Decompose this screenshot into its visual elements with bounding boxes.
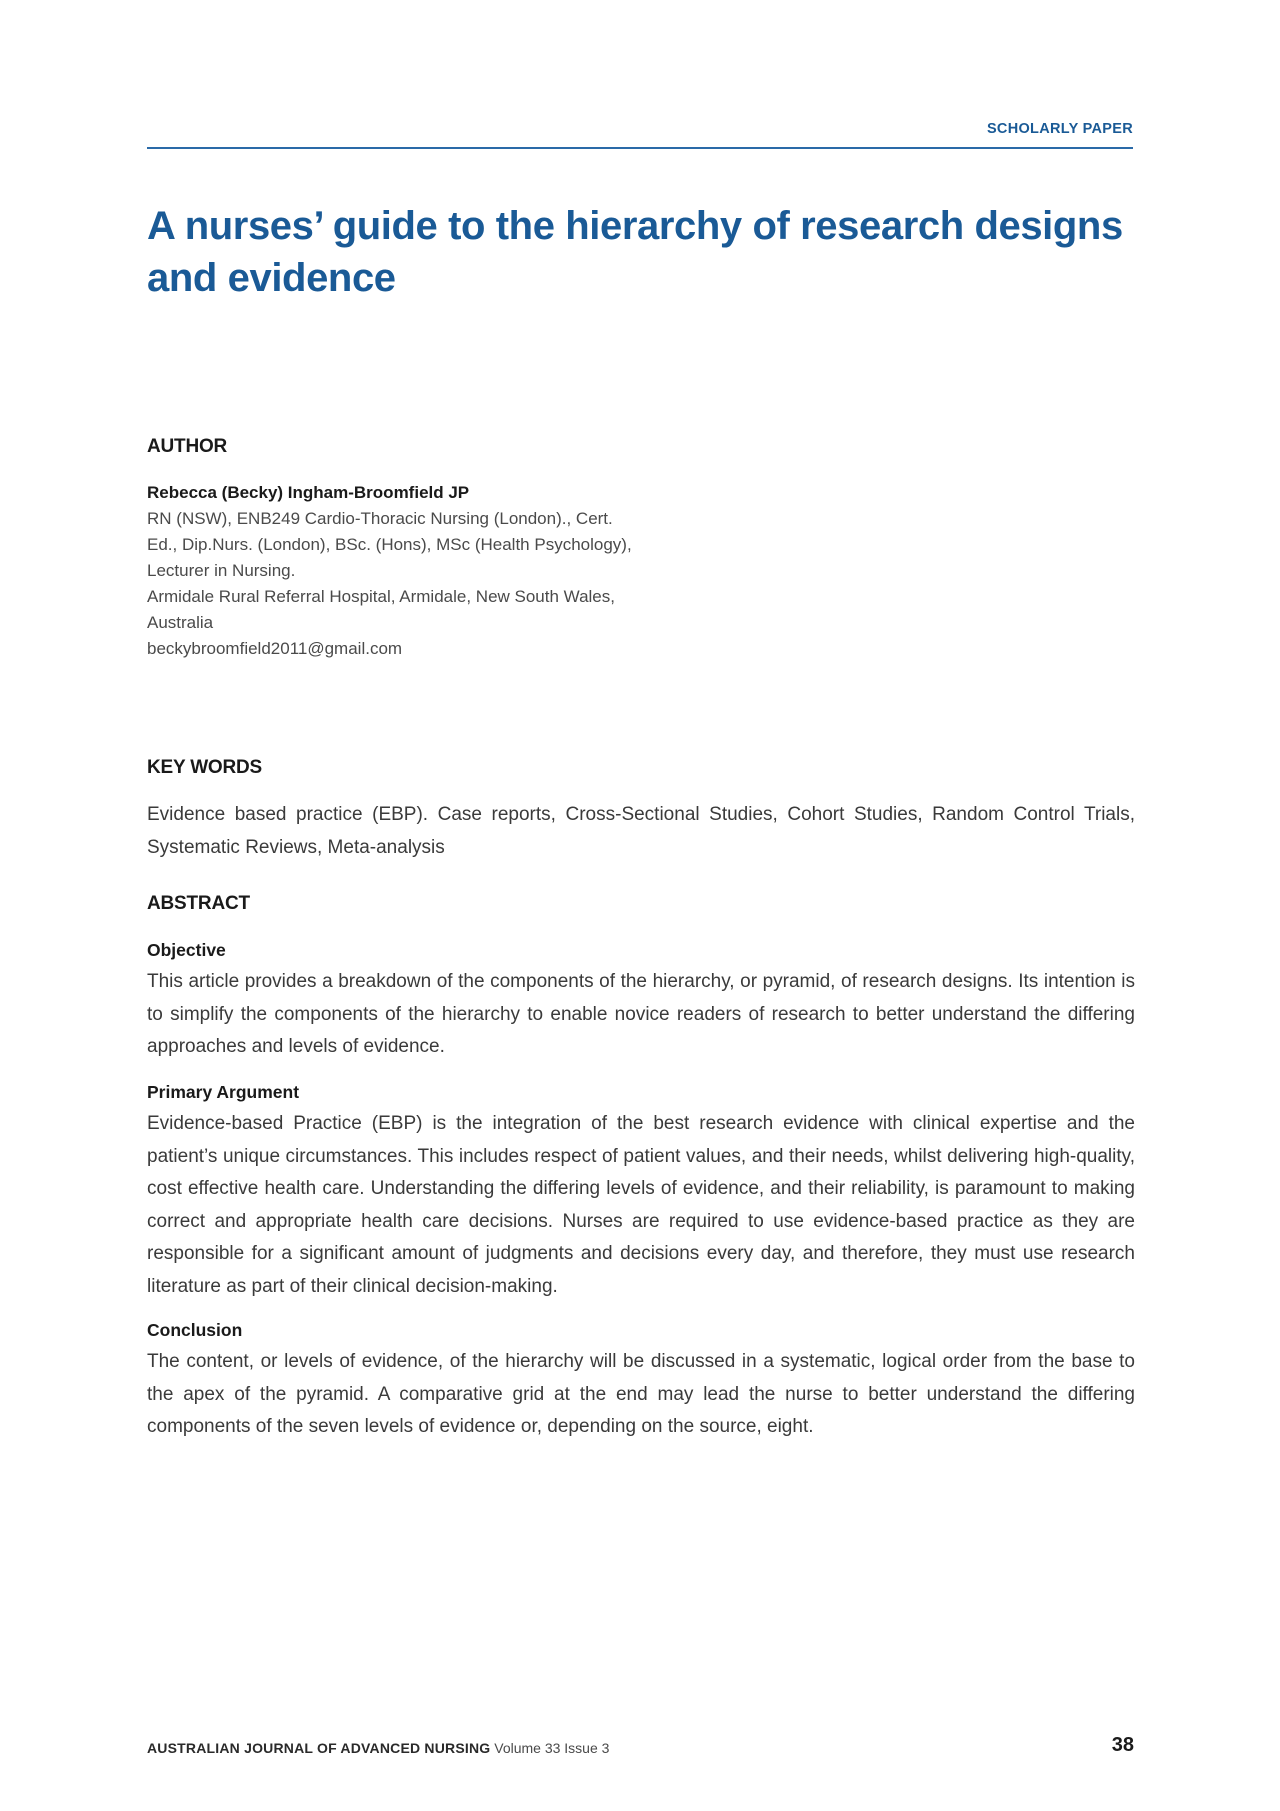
journal-issue: Volume 33 Issue 3 (490, 1740, 610, 1756)
author-country: Australia (147, 613, 214, 632)
footer-journal (147, 1740, 609, 1756)
keywords-text: Evidence based practice (EBP). Case reports, Cross-Sectional Studies, Cohort Studies, Random Control Trials, Systematic Reviews, Meta-analysis (147, 804, 1135, 858)
article-title: A nurses’ guide to the hierarchy of research designs and evidence (147, 204, 1123, 300)
author-role: Lecturer in Nursing. (147, 561, 296, 580)
conclusion-label: Conclusion (147, 1320, 243, 1340)
section-tag: SCHOLARLY PAPER (986, 121, 1133, 137)
objective-text: This article provides a breakdown of the components of the hierarchy, or pyramid, of research designs. Its intention is to simplify the components of the hierarchy to enable novice readers of research to better understand the differing approaches and levels of evidence. (147, 971, 1135, 1057)
keywords-heading: KEY WORDS (147, 757, 263, 778)
author-credentials-line-1: RN (NSW), ENB249 Cardio-Thoracic Nursing (London)., Cert. (147, 509, 613, 528)
conclusion-text: The content, or levels of evidence, of the hierarchy will be discussed in a systematic, logical order from the base to the apex of the pyramid. A comparative grid at the end may lead the nurse to better understand the differing components of the seven levels of evidence or, depending on the source, eight. (147, 1351, 1135, 1437)
primary-argument-text: Evidence-based Practice (EBP) is the integration of the best research evidence with clinical expertise and the patient’s unique circumstances. This includes respect of patient values, and their needs, whilst delivering high-quality, cost effective health care. Understanding the differing levels of evidence, and their reliability, is paramount to making correct and appropriate health care decisions. Nurses are required to use evidence-based practice as they are responsible for a significant amount of judgments and decisions every day, and therefore, they must use research literature as part of their clinical decision-making. (147, 1113, 1135, 1297)
author-block (147, 480, 707, 662)
author-heading: AUTHOR (147, 436, 228, 457)
author-credentials-line-2: Ed., Dip.Nurs. (London), BSc. (Hons), MSc (Health Psychology), (147, 535, 632, 554)
author-affiliation: Armidale Rural Referral Hospital, Armidale, New South Wales, (147, 587, 615, 606)
abstract-heading: ABSTRACT (147, 893, 250, 914)
author-email: beckybroomfield2011@gmail.com (147, 639, 403, 658)
primary-argument-label: Primary Argument (147, 1082, 300, 1102)
journal-name: AUSTRALIAN JOURNAL OF ADVANCED NURSING (147, 1740, 491, 1756)
page-number: 38 (1111, 1734, 1134, 1756)
header-rule (147, 147, 1133, 149)
author-name: Rebecca (Becky) Ingham-Broomfield JP (147, 483, 470, 502)
objective-label: Objective (147, 940, 226, 960)
